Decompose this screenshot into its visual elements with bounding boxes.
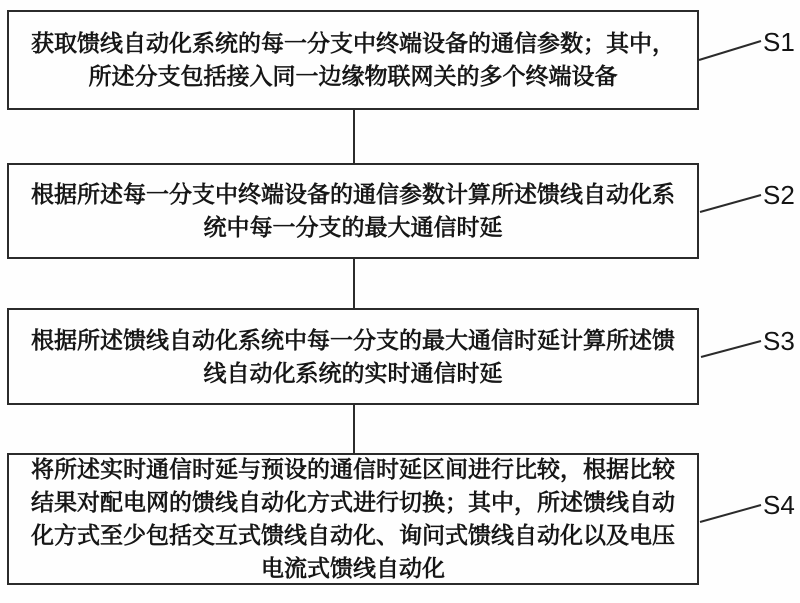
step-box-s4	[7, 453, 699, 585]
step-box-s1	[7, 10, 699, 110]
step-s2-text-line: 根据所述每一分支中终端设备的通信参数计算所述馈线自动化系	[31, 181, 675, 207]
step-label-s1: S1	[763, 27, 795, 57]
step-s4-text-line: 化方式至少包括交互式馈线自动化、询问式馈线自动化以及电压	[31, 522, 675, 548]
leader-line-s2	[700, 195, 761, 212]
step-box-s3	[7, 308, 699, 405]
step-s3-text-line: 线自动化系统的实时通信时延	[203, 359, 503, 386]
step-label-s3: S3	[763, 326, 795, 356]
step-s1-text-line: 获取馈线自动化系统的每一分支中终端设备的通信参数；其中，	[31, 30, 675, 56]
step-s4-text-line: 电流式馈线自动化	[261, 555, 445, 581]
step-s4-text-line: 结果对配电网的馈线自动化方式进行切换；其中，所述馈线自动	[31, 489, 675, 515]
step-box-s2	[7, 163, 699, 259]
leader-line-s1	[699, 41, 761, 60]
step-s3-text-line: 根据所述馈线自动化系统中每一分支的最大通信时延计算所述馈	[31, 326, 675, 353]
step-s4-text-line: 将所述实时通信时延与预设的通信时延区间进行比较，根据比较	[31, 456, 675, 482]
leader-line-s3	[701, 341, 761, 357]
step-label-s2: S2	[763, 180, 795, 210]
step-s1-text-line: 所述分支包括接入同一边缘物联网关的多个终端设备	[88, 63, 618, 89]
step-s2-text-line: 统中每一分支的最大通信时延	[203, 214, 503, 240]
leader-line-s4	[700, 505, 761, 522]
step-label-s4: S4	[763, 490, 795, 520]
